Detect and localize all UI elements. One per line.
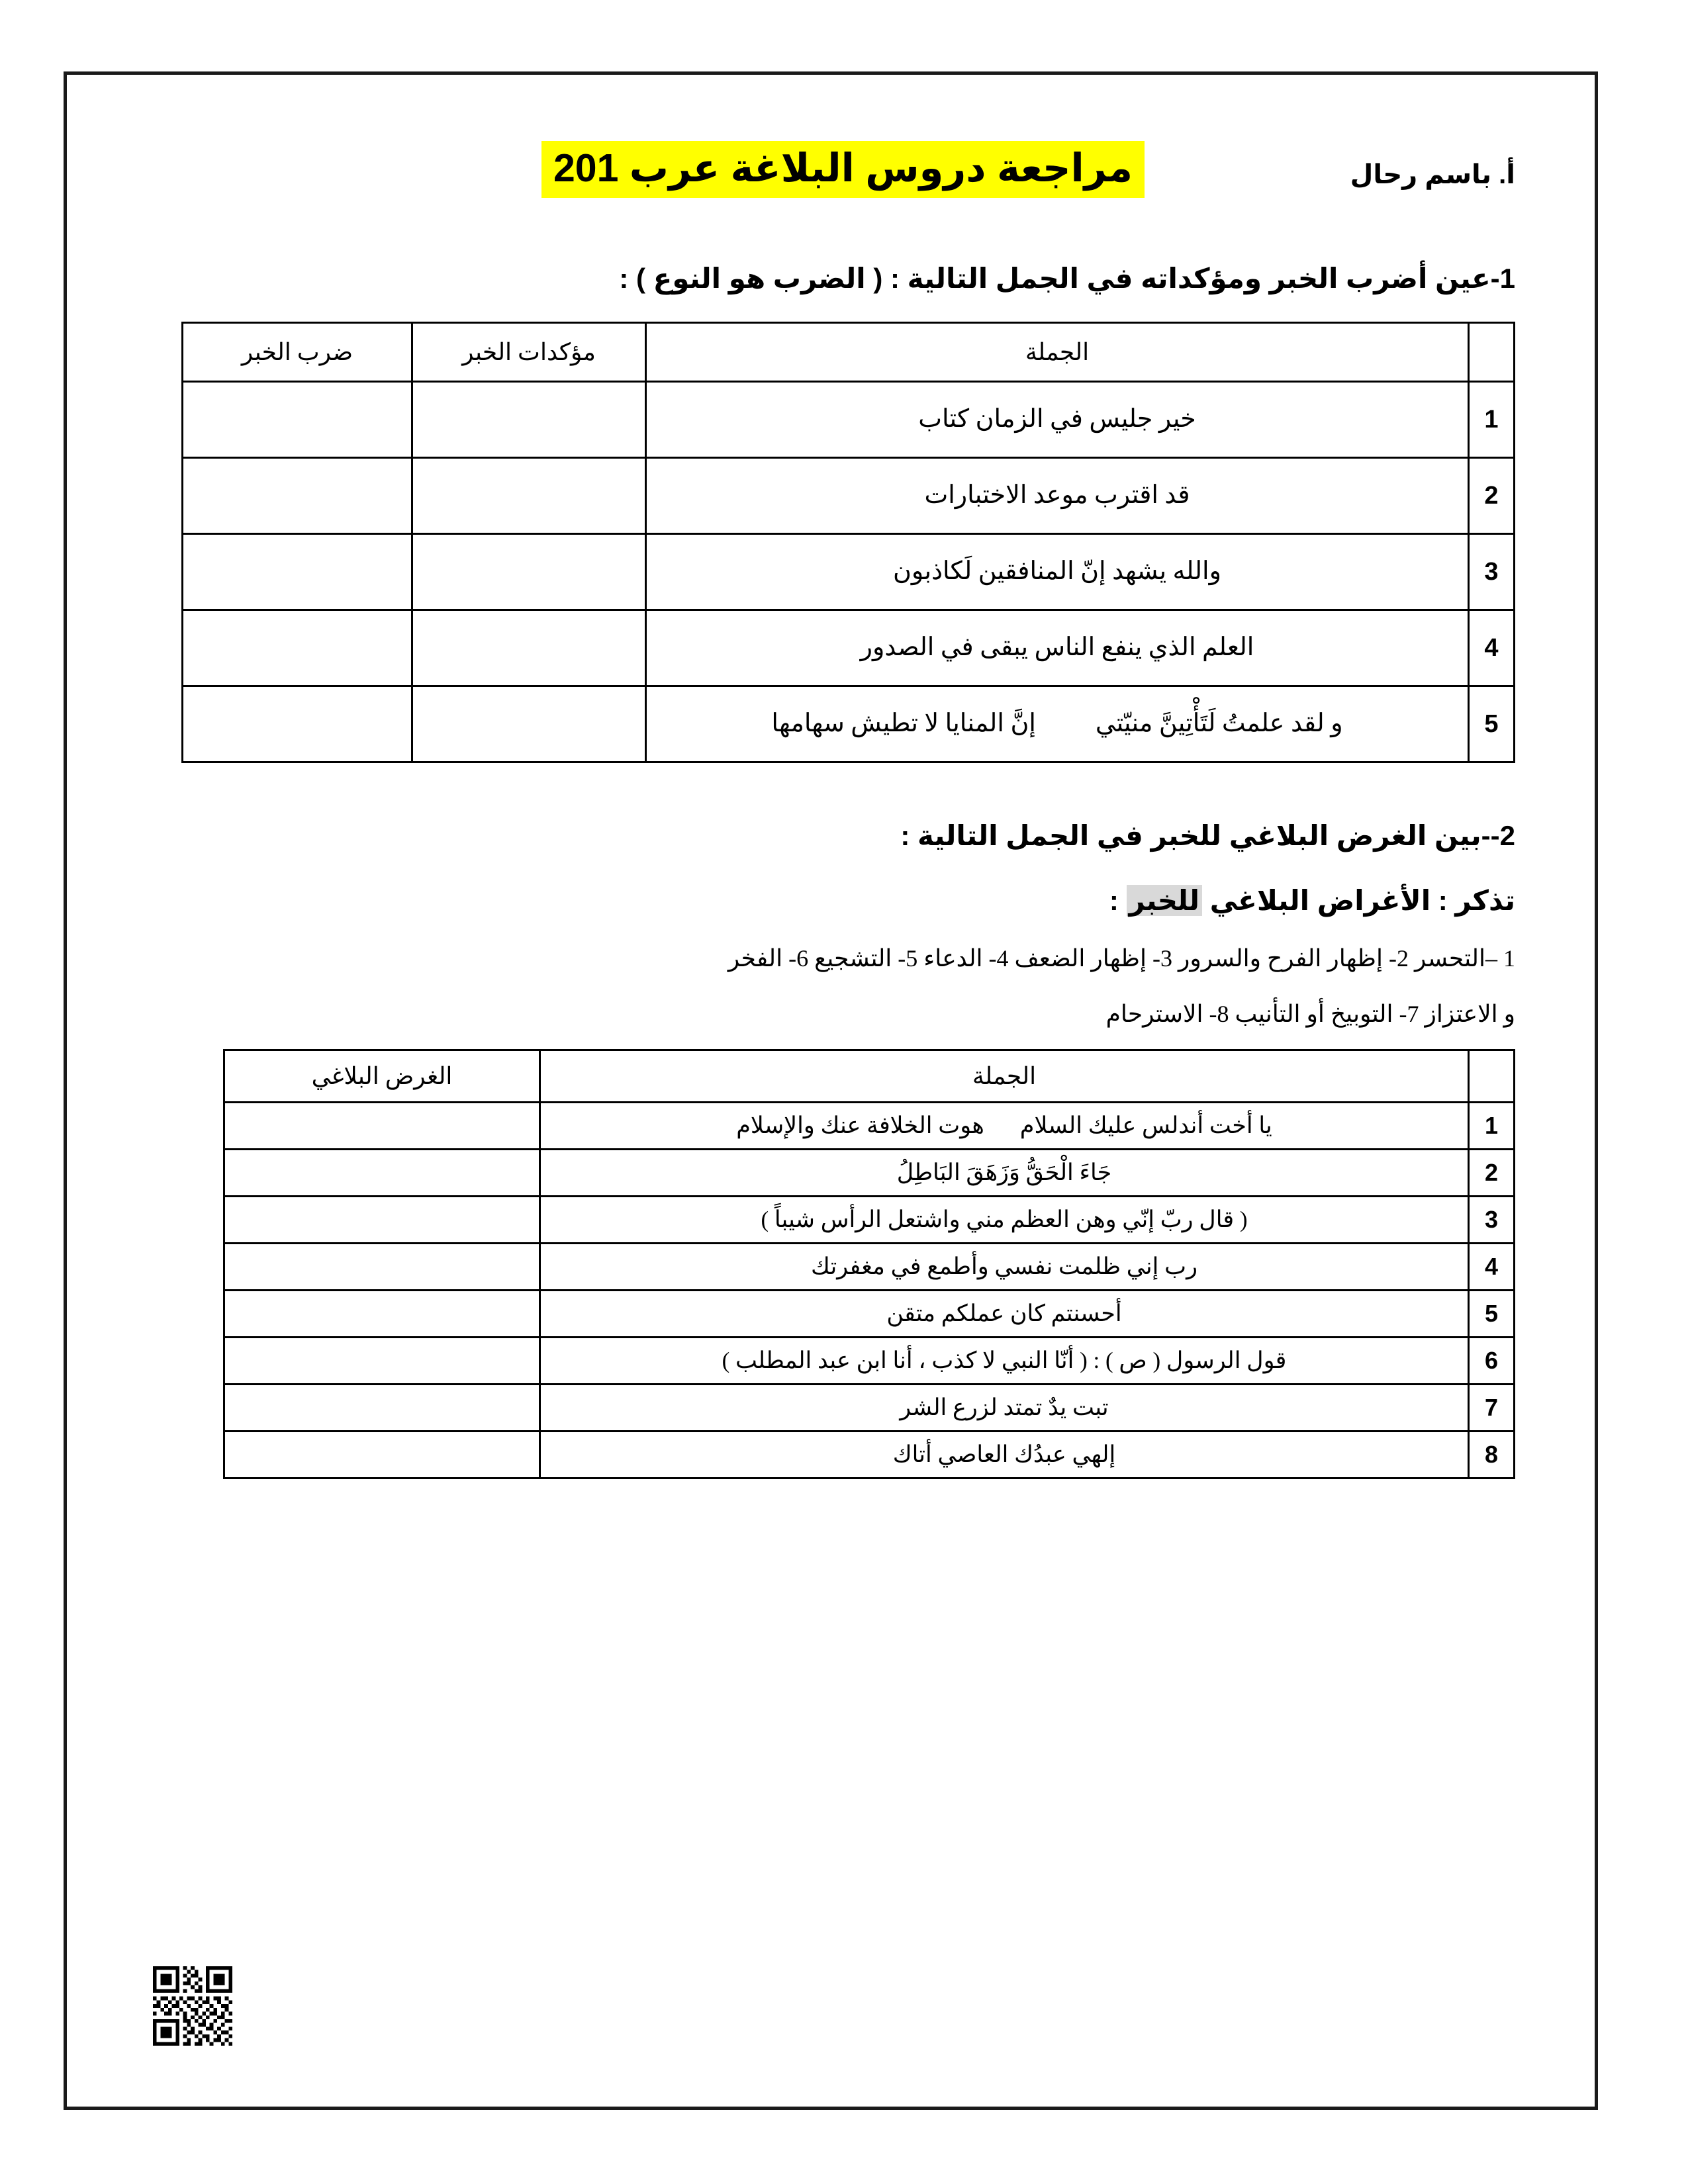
row-type-answer[interactable] [183, 610, 412, 686]
page-content [67, 75, 1595, 2107]
row-sentence: إلهي عبدُك العاصي أتاك [540, 1432, 1469, 1479]
document-header [146, 114, 1515, 240]
row-sentence: قد اقترب موعد الاختبارات [646, 458, 1469, 534]
row-number: 2 [1469, 1150, 1515, 1197]
table-row [183, 610, 1515, 686]
table-row [183, 534, 1515, 610]
verse-hemistich-1: يا أخت أندلس عليك السلام [1019, 1113, 1272, 1138]
author-name: أ. باسم رحال [1350, 160, 1515, 189]
recall-suffix: : [1109, 885, 1119, 916]
exercise-1-table-head [183, 323, 1515, 382]
row-sentence: خير جليس في الزمان كتاب [646, 382, 1469, 458]
row-number: 3 [1469, 1197, 1515, 1244]
row-emphasizers-answer[interactable] [412, 686, 646, 762]
row-emphasizers-answer[interactable] [412, 382, 646, 458]
row-sentence: أحسنتم كان عملكم متقن [540, 1291, 1469, 1338]
row-sentence [646, 686, 1469, 762]
row-number: 2 [1469, 458, 1515, 534]
row-number: 1 [1469, 382, 1515, 458]
row-type-answer[interactable] [183, 458, 412, 534]
table-row [224, 1244, 1515, 1291]
table-row [224, 1338, 1515, 1385]
verse-hemistich-1: و لقد علمتُ لَتَأْتِينَّ منيّتي [1095, 709, 1343, 738]
table-row [224, 1385, 1515, 1432]
qr-code-icon [153, 1966, 232, 2046]
row-sentence: قول الرسول ( ص ) : ( أنّا النبي لا كذب ، أنا ابن عبد المطلب ) [540, 1338, 1469, 1385]
row-emphasizers-answer[interactable] [412, 610, 646, 686]
table-row [224, 1197, 1515, 1244]
row-number: 7 [1469, 1385, 1515, 1432]
table-row [224, 1150, 1515, 1197]
header-number [1469, 323, 1515, 382]
row-purpose-answer[interactable] [224, 1385, 540, 1432]
table-row [224, 1103, 1515, 1150]
table-row [224, 1432, 1515, 1479]
row-sentence: جَاءَ الْحَقُّ وَزَهَقَ البَاطِلُ [540, 1150, 1469, 1197]
header-sentence: الجملة [646, 323, 1469, 382]
recall-prefix: تذكر : الأغراض البلاغي [1209, 885, 1515, 916]
exercise-2-table-body [224, 1103, 1515, 1479]
table-row [183, 686, 1515, 762]
verse-hemistich-2: هوت الخلافة عنك والإسلام [736, 1113, 984, 1138]
table-row [183, 458, 1515, 534]
row-purpose-answer[interactable] [224, 1432, 540, 1479]
row-sentence [540, 1103, 1469, 1150]
row-purpose-answer[interactable] [224, 1338, 540, 1385]
question-2-prompt: 2--بين الغرض البلاغي للخبر في الجمل التالية : [900, 820, 1515, 851]
header-number [1469, 1050, 1515, 1103]
row-number: 5 [1469, 686, 1515, 762]
row-sentence: تبت يدٌ تمتد لزرع الشر [540, 1385, 1469, 1432]
page-title: مراجعة دروس البلاغة عرب 201 [541, 141, 1145, 198]
row-emphasizers-answer[interactable] [412, 458, 646, 534]
row-type-answer[interactable] [183, 382, 412, 458]
row-sentence: رب إني ظلمت نفسي وأطمع في مغفرتك [540, 1244, 1469, 1291]
row-sentence: العلم الذي ينفع الناس يبقى في الصدور [646, 610, 1469, 686]
row-purpose-answer[interactable] [224, 1150, 540, 1197]
row-number: 3 [1469, 534, 1515, 610]
row-number: 8 [1469, 1432, 1515, 1479]
header-purpose: الغرض البلاغي [224, 1050, 540, 1103]
row-sentence: ( قال ربّ إنّي وهن العظم مني واشتعل الرأس شيباً ) [540, 1197, 1469, 1244]
purposes-line-1: 1 –التحسر 2- إظهار الفرح والسرور 3- إظهار الضعف 4- الدعاء 5- التشجيع 6- الفخر [727, 945, 1515, 972]
verse-hemistich-2: إنَّ المنايا لا تطيش سهامها [771, 709, 1036, 738]
row-emphasizers-answer[interactable] [412, 534, 646, 610]
scanned-page [64, 71, 1598, 2110]
table-header-row [224, 1050, 1515, 1103]
header-emphasizers: مؤكدات الخبر [412, 323, 646, 382]
row-number: 4 [1469, 1244, 1515, 1291]
row-number: 4 [1469, 610, 1515, 686]
row-purpose-answer[interactable] [224, 1103, 540, 1150]
exercise-2-table-head [224, 1050, 1515, 1103]
exercise-2-table [223, 1049, 1515, 1479]
row-sentence: والله يشهد إنّ المنافقين لَكاذبون [646, 534, 1469, 610]
recall-highlighted-word: للخبر [1127, 885, 1202, 916]
table-row [224, 1291, 1515, 1338]
row-purpose-answer[interactable] [224, 1244, 540, 1291]
row-type-answer[interactable] [183, 686, 412, 762]
recall-note [146, 884, 1515, 917]
row-purpose-answer[interactable] [224, 1291, 540, 1338]
question-1-prompt: 1-عين أضرب الخبر ومؤكداته في الجمل التالية : ( الضرب هو النوع ) : [619, 263, 1515, 294]
table-row [183, 382, 1515, 458]
header-type: ضرب الخبر [183, 323, 412, 382]
exercise-1-table-body [183, 382, 1515, 762]
exercise-1-table [181, 322, 1515, 763]
row-number: 6 [1469, 1338, 1515, 1385]
row-number: 1 [1469, 1103, 1515, 1150]
row-purpose-answer[interactable] [224, 1197, 540, 1244]
row-type-answer[interactable] [183, 534, 412, 610]
header-sentence: الجملة [540, 1050, 1469, 1103]
row-number: 5 [1469, 1291, 1515, 1338]
table-header-row [183, 323, 1515, 382]
purposes-line-2: و الاعتزاز 7- التوبيخ أو التأنيب 8- الاسترحام [1105, 1001, 1515, 1027]
